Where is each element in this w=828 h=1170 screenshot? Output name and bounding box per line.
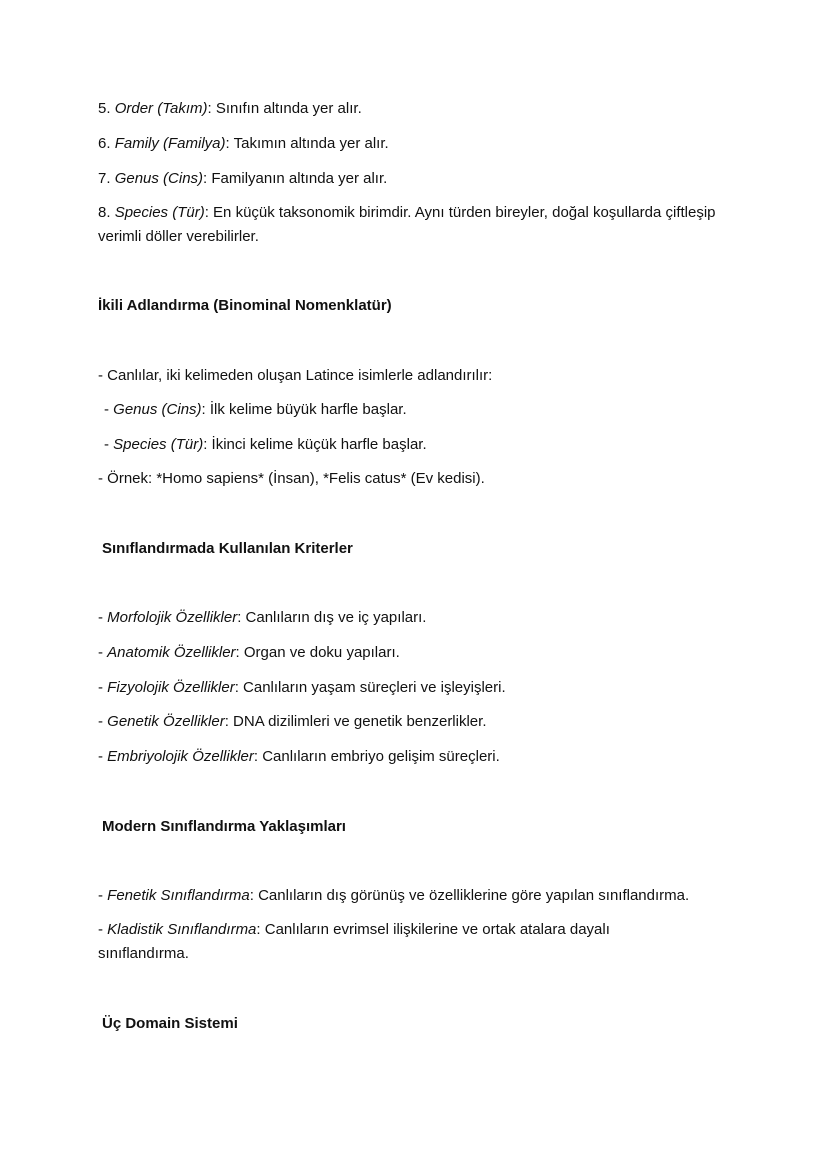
item-term: Anatomik Özellikler <box>107 644 236 661</box>
item-term: Species (Tür) <box>113 436 204 453</box>
item-desc: : Sınıfın altında yer alır. <box>207 100 362 117</box>
item-prefix: - <box>98 609 108 626</box>
item-prefix: - <box>98 713 108 730</box>
item-number: 6. <box>98 135 115 152</box>
item-desc: : DNA dizilimleri ve genetik benzerlikler. <box>224 713 487 730</box>
item-term: Fizyolojik Özellikler <box>107 679 235 696</box>
criteria-item <box>98 676 506 700</box>
item-desc: : Canlıların embriyo gelişim süreçleri. <box>253 748 500 765</box>
item-term: Species (Tür) <box>114 204 205 221</box>
item-desc: : Canlıların dış görünüş ve özelliklerine göre yapılan sınıflandırma. <box>249 887 690 904</box>
item-desc: : Familyanın altında yer alır. <box>203 170 388 187</box>
modern-item <box>98 884 689 908</box>
item-term: Kladistik Sınıflandırma <box>107 921 257 938</box>
binominal-intro: - Canlılar, iki kelimeden oluşan Latince isimlerle adlandırılır: <box>98 367 493 384</box>
section-heading-domain: Üç Domain Sistemi <box>102 1015 238 1032</box>
criteria-item <box>98 641 400 665</box>
item-prefix: - <box>104 436 114 453</box>
item-desc: : Canlıların yaşam süreçleri ve işleyişleri. <box>234 679 506 696</box>
item-prefix: - <box>98 679 108 696</box>
binominal-species <box>104 433 427 457</box>
item-term: Genetik Özellikler <box>107 713 225 730</box>
section-heading-criteria: Sınıflandırmada Kullanılan Kriterler <box>102 540 353 557</box>
item-prefix: - <box>98 748 108 765</box>
taxonomy-item-genus <box>98 167 387 191</box>
modern-item <box>98 918 678 966</box>
criteria-item <box>98 710 487 734</box>
item-desc: : En küçük taksonomik birimdir. Aynı türden bireyler, doğal koşullarda çiftleşip verimli döller verebilirler. <box>98 204 716 245</box>
item-prefix: - <box>104 401 114 418</box>
item-term: Embriyolojik Özellikler <box>107 748 254 765</box>
item-desc: : Canlıların dış ve iç yapıları. <box>237 609 427 626</box>
taxonomy-item-order <box>98 97 362 121</box>
criteria-item <box>98 745 500 769</box>
item-prefix: - <box>98 921 108 938</box>
item-desc: : Organ ve doku yapıları. <box>235 644 400 661</box>
item-term: Family (Familya) <box>114 135 226 152</box>
item-prefix: - <box>98 644 108 661</box>
item-number: 8. <box>98 204 115 221</box>
item-term: Order (Takım) <box>114 100 208 117</box>
item-number: 5. <box>98 100 115 117</box>
item-term: Genus (Cins) <box>114 170 204 187</box>
item-term: Morfolojik Özellikler <box>107 609 238 626</box>
section-heading-modern: Modern Sınıflandırma Yaklaşımları <box>102 818 346 835</box>
item-number: 7. <box>98 170 115 187</box>
item-desc: : İkinci kelime küçük harfle başlar. <box>203 436 427 453</box>
item-term: Genus (Cins) <box>113 401 202 418</box>
item-prefix: - <box>98 887 108 904</box>
section-heading-binominal: İkili Adlandırma (Binominal Nomenklatür) <box>98 297 392 314</box>
item-term: Fenetik Sınıflandırma <box>107 887 250 904</box>
binominal-example: - Örnek: *Homo sapiens* (İnsan), *Felis catus* (Ev kedisi). <box>98 470 485 487</box>
binominal-genus <box>104 398 407 422</box>
criteria-item <box>98 606 426 630</box>
taxonomy-item-species <box>98 201 738 249</box>
item-desc: : Takımın altında yer alır. <box>225 135 389 152</box>
taxonomy-item-family <box>98 132 389 156</box>
item-desc: : Canlıların evrimsel ilişkilerine ve ortak atalara dayalı sınıflandırma. <box>98 921 610 962</box>
item-desc: : İlk kelime büyük harfle başlar. <box>201 401 407 418</box>
